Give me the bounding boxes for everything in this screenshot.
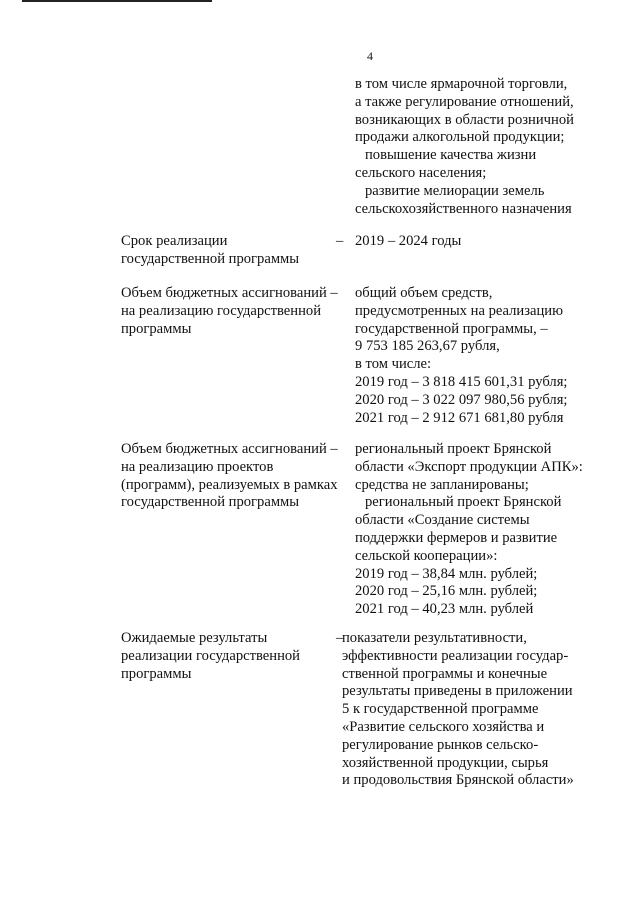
text-line: возникающих в области розничной — [355, 111, 574, 128]
text-line: сельскохозяйственного назначения — [355, 200, 572, 217]
value-line: государственной программы, – — [355, 320, 548, 337]
label-line: программы — [121, 665, 192, 682]
section-term-value — [355, 233, 461, 251]
label-line: реализации государственной — [121, 647, 300, 664]
section-results-label — [121, 630, 300, 683]
value-line: региональный проект Брянской — [365, 494, 562, 511]
value-line: 2021 год – 2 912 671 681,80 рубля — [355, 409, 564, 426]
label-line: Срок реализации — [121, 233, 228, 249]
label-line: (программ), реализуемых в рамках — [121, 476, 338, 493]
label-line: Ожидаемые результаты — [121, 630, 268, 646]
value-line: эффективности реализации государ- — [342, 647, 569, 664]
text-line: повышение качества жизни — [365, 147, 537, 164]
label-line: государственной программы — [121, 250, 300, 267]
text-line: в том числе ярмарочной торговли, — [355, 76, 568, 92]
value-line: 9 753 185 263,67 рубля, — [355, 338, 500, 355]
section-results-value — [342, 630, 574, 790]
text-line: сельского населения; — [355, 164, 487, 181]
value-line: «Развитие сельского хозяйства и — [342, 718, 545, 735]
value-line: 2019 год – 38,84 млн. рублей; — [355, 565, 538, 582]
text-line: а также регулирование отношений, — [355, 93, 574, 110]
value-line: общий объем средств, — [355, 285, 493, 301]
value-line: 2019 – 2024 годы — [355, 233, 462, 249]
value-line: 2021 год – 40,23 млн. рублей — [355, 601, 534, 618]
section-term-dash: – — [336, 233, 344, 249]
value-line: поддержки фермеров и развитие — [355, 529, 558, 546]
label-line: Объем бюджетных ассигнований – — [121, 285, 338, 301]
value-line: 2019 год – 3 818 415 601,31 рубля; — [355, 373, 568, 390]
value-line: ственной программы и конечные — [342, 665, 548, 682]
value-line: 5 к государственной программе — [342, 701, 539, 718]
value-line: сельской кооперации»: — [355, 547, 498, 564]
value-line: предусмотренных на реализацию — [355, 302, 563, 319]
text-line: продажи алкогольной продукции; — [355, 129, 565, 146]
section-budget-value — [355, 285, 567, 427]
value-line: результаты приведены в приложении — [342, 683, 573, 700]
value-line: региональный проект Брянской — [355, 441, 552, 457]
value-line: средства не запланированы; — [355, 476, 529, 493]
value-line: регулирование рынков сельско- — [342, 736, 539, 753]
label-line: на реализацию проектов — [121, 458, 274, 475]
value-line: хозяйственной продукции, сырья — [342, 754, 549, 771]
label-line: программы — [121, 320, 192, 337]
value-line: в том числе: — [355, 356, 432, 373]
value-line: области «Экспорт продукции АПК»: — [355, 458, 583, 475]
value-line: 2020 год – 3 022 097 980,56 рубля; — [355, 391, 568, 408]
section-projects-value — [355, 441, 583, 619]
value-line: области «Создание системы — [355, 512, 530, 529]
label-line: на реализацию государственной — [121, 302, 322, 319]
text-line: развитие мелиорации земель — [365, 182, 545, 199]
section-results-dash: – — [336, 630, 344, 646]
page-number: 4 — [367, 49, 373, 63]
section-projects-label — [121, 441, 338, 512]
section-budget-label — [121, 285, 338, 338]
top-rule — [22, 0, 212, 2]
label-line: Объем бюджетных ассигнований – — [121, 441, 338, 457]
value-line: и продовольствия Брянской области» — [342, 772, 574, 789]
section-term-label — [121, 233, 299, 269]
continuation-text — [355, 76, 574, 218]
label-line: государственной программы — [121, 494, 300, 511]
value-line: показатели результативности, — [342, 630, 527, 646]
value-line: 2020 год – 25,16 млн. рублей; — [355, 583, 538, 600]
